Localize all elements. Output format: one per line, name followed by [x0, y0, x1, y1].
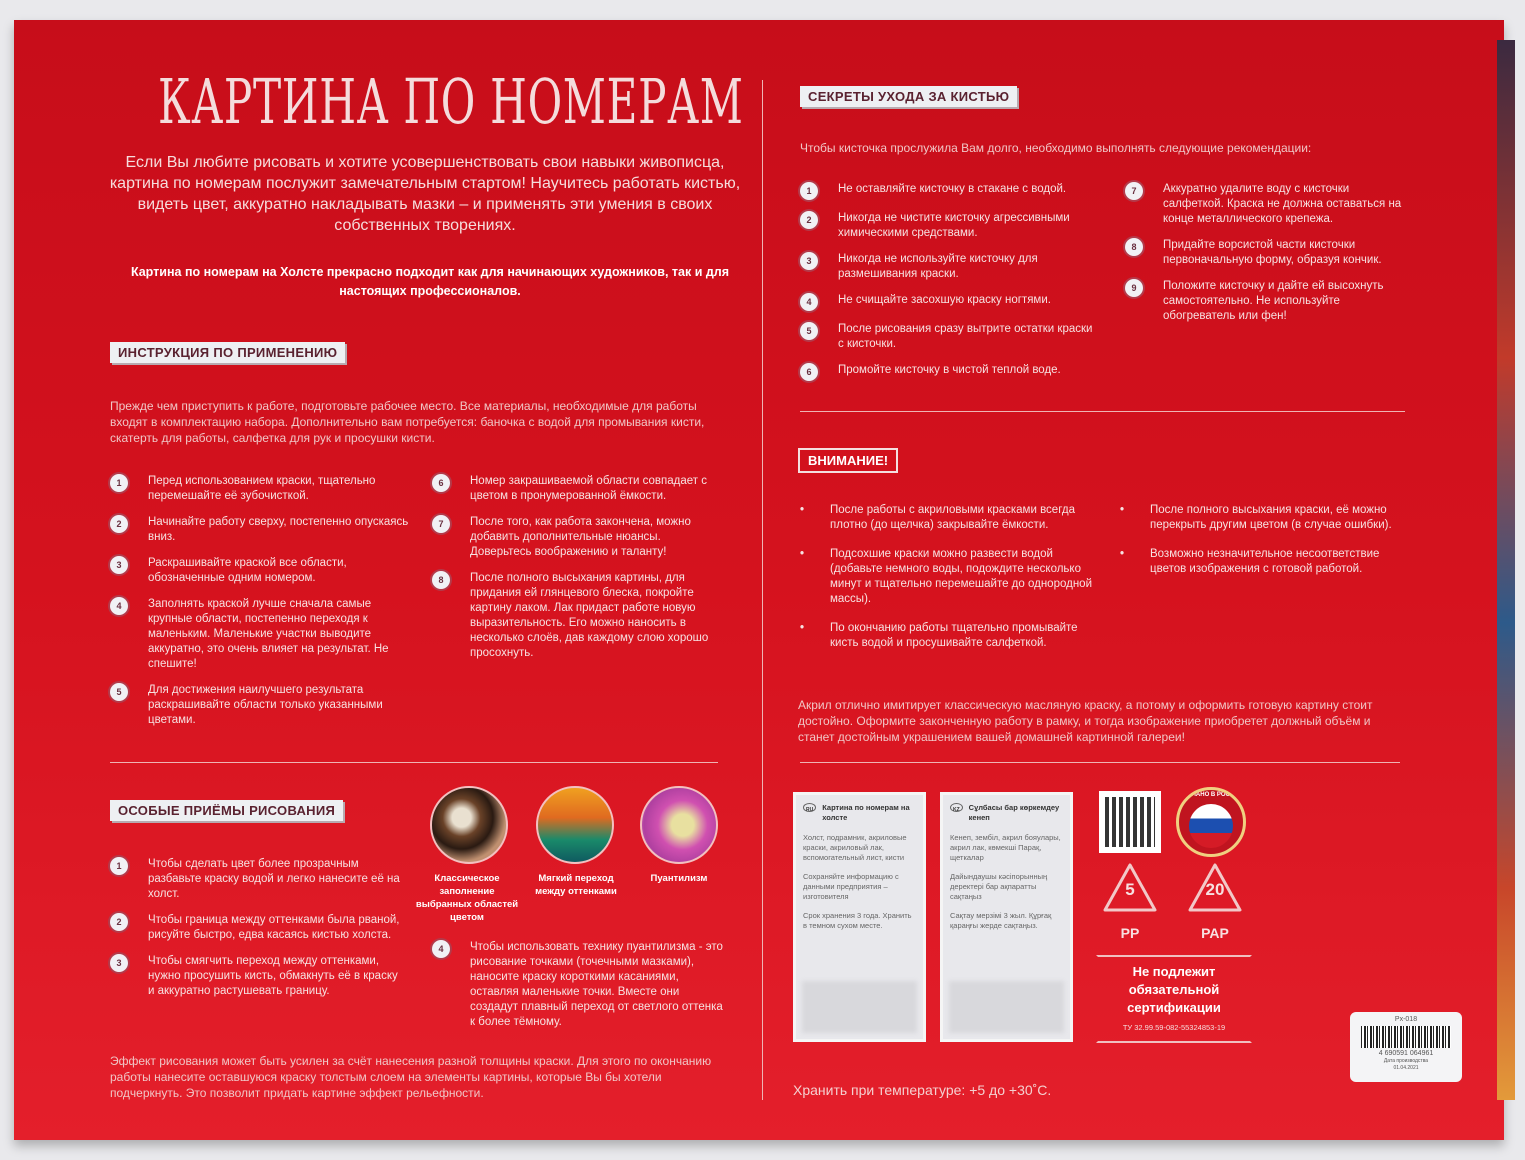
list-item	[800, 211, 1100, 241]
divider	[110, 762, 718, 763]
item-text: Чтобы смягчить переход между оттенками, нужно просушить кисть, обмакнуть её в краску и аккуратно растушевать границу.	[148, 955, 398, 997]
list-item	[432, 515, 722, 560]
item-text: Никогда не чистите кисточку агрессивными химическими средствами.	[838, 212, 1070, 239]
number-icon: 6	[432, 474, 450, 492]
recycle-number: 20	[1205, 880, 1225, 899]
item-text: Аккуратно удалите воду с кисточки салфеткой. Краска не должна оставаться на конце металлического крепежа.	[1163, 183, 1402, 225]
item-text: После полного высыхания краски, её можно перекрыть другим цветом (в случае ошибки).	[1150, 504, 1392, 531]
bullet-icon: •	[1120, 504, 1125, 516]
intro-text: Если Вы любите рисовать и хотите усовершенствовать свои навыки живописца, картина по номерам послужит замечательным стартом! Научитесь работать кистью, видеть цвет, аккуратно накладывать мазки – и применять эти умения в своих собственных творениях.	[109, 154, 741, 234]
brush-intro: Чтобы кисточка прослужила Вам долго, необходимо выполнять следующие рекомендации:	[800, 141, 1312, 155]
item-text: Чтобы граница между оттенками была рваной, рисуйте быстро, едва касаясь кистью холста.	[148, 914, 400, 941]
recycle-pp-icon	[1095, 860, 1165, 946]
list-item	[432, 940, 727, 1030]
list-item	[1125, 238, 1410, 268]
list-item	[1120, 503, 1405, 533]
list-item	[110, 597, 410, 672]
list-item	[1125, 279, 1410, 324]
brush-header: СЕКРЕТЫ УХОДА ЗА КИСТЬЮ	[800, 86, 1017, 107]
number-icon: 4	[432, 940, 450, 958]
item-text: Положите кисточку и дайте ей высохнуть самостоятельно. Не используйте обогреватель или фен!	[1163, 280, 1384, 322]
number-icon: 7	[432, 515, 450, 533]
divider	[800, 411, 1405, 412]
barcode-icon	[1361, 1026, 1451, 1048]
item-text: Не оставляйте кисточку в стакане с водой.	[838, 183, 1067, 195]
vertical-divider	[762, 80, 763, 1100]
blurred-area	[802, 981, 917, 1033]
divider	[800, 762, 1400, 763]
bullet-icon: •	[1120, 548, 1125, 560]
card-text: Срок хранения 3 года. Хранить в темном сухом месте.	[803, 911, 912, 930]
certification-block	[1096, 955, 1252, 1043]
list-item	[1120, 547, 1405, 577]
info-card-kz	[940, 792, 1073, 1042]
number-icon: 5	[110, 683, 128, 701]
techniques-list-2	[432, 940, 727, 1041]
intro-bold-text: Картина по номерам на Холсте прекрасно подходит как для начинающих художников, так и для настоящих профессионалов.	[130, 265, 730, 298]
card-text: Дайындаушы кәсіпорынның деректері бар ақпаратты сақтаңыз	[950, 872, 1048, 901]
item-text: Перед использованием краски, тщательно перемешайте её зубочисткой.	[148, 475, 376, 502]
soft-blend-image	[536, 786, 614, 864]
list-item	[110, 556, 410, 586]
number-icon: 5	[800, 322, 818, 340]
item-text: Чтобы сделать цвет более прозрачным разбавьте краску водой и легко нанесите её на холст.	[148, 858, 400, 900]
item-text: Номер закрашиваемой области совпадает с цветом в пронумерованной ёмкости.	[470, 475, 707, 502]
attention-header: ВНИМАНИЕ!	[798, 448, 898, 473]
lang-badge: KZ	[950, 803, 963, 812]
brush-list-1	[800, 182, 1100, 392]
techniques-header: ОСОБЫЕ ПРИЁМЫ РИСОВАНИЯ	[110, 800, 343, 821]
barcode-label	[1350, 1012, 1462, 1082]
number-icon: 8	[432, 571, 450, 589]
list-item	[800, 322, 1100, 352]
number-icon: 3	[110, 556, 128, 574]
item-text: Подсохшие краски можно развести водой (добавьте немного воды, подождите несколько минут и тщательно перемешайте до однородной массы).	[830, 548, 1092, 605]
list-item	[110, 857, 400, 902]
number-icon: 3	[110, 954, 128, 972]
badge-text: СДЕЛАНО В РОССИИ	[1179, 792, 1243, 798]
attention-list-2	[1120, 503, 1405, 591]
number-icon: 8	[1125, 238, 1143, 256]
list-item	[110, 913, 400, 943]
qr-code-icon	[1099, 791, 1161, 853]
item-text: Никогда не используйте кисточку для размешивания краски.	[838, 253, 1038, 280]
item-text: Для достижения наилучшего результата раскрашивайте области только указанными цветами.	[148, 684, 383, 726]
list-item	[110, 515, 410, 545]
brush-list-2	[1125, 182, 1410, 335]
recycle-code: PP	[1120, 925, 1140, 941]
number-icon: 4	[800, 293, 818, 311]
list-item	[800, 363, 1100, 381]
date: 01.04.2021	[1393, 1065, 1419, 1071]
card-title: Картина по номерам на холсте	[822, 803, 910, 822]
item-text: Придайте ворсистой части кисточки первоначальную форму, образуя кончик.	[1163, 239, 1382, 266]
card-text: Кенеп, зембіл, акрил бояулары, акрил лак, көмекші Парақ, щеткалар	[950, 833, 1061, 862]
bullet-icon: •	[800, 504, 805, 516]
techniques-list-1	[110, 857, 400, 1010]
card-title: Сұлбасы бар көркемдеу кенеп	[968, 803, 1060, 822]
page-title: КАРТИНА ПО НОМЕРАМ	[158, 65, 744, 138]
instruction-list-2	[432, 474, 722, 672]
list-item	[800, 621, 1100, 651]
item-text: После полного высыхания картины, для придания ей глянцевого блеска, покройте картину лаком. Лак придаст работе новую выразительность. Его можно наносить в несколько слоёв, дав каждому слою хорошо просохнуть.	[470, 572, 709, 659]
item-text: По окончанию работы тщательно промывайте кисть водой и просушивайте салфеткой.	[830, 622, 1078, 649]
certification-text: Не подлежит обязательной сертификации	[1127, 964, 1221, 1015]
list-item	[800, 293, 1100, 311]
list-item	[800, 547, 1100, 607]
storage-temperature: Хранить при температуре: +5 до +30˚С.	[793, 1082, 1052, 1098]
item-text: Чтобы использовать технику пуантилизма - это рисование точками (точечными мазками), наносите краску короткими касаниями, оставляя маленькие точки. Вместе они создадут плавный переход от светлого оттенка к более тёмному.	[470, 941, 723, 1028]
item-text: Промойте кисточку в чистой теплой воде.	[838, 364, 1061, 376]
number-icon: 2	[110, 515, 128, 533]
sku: Рх-018	[1394, 1016, 1418, 1023]
recycle-number: 5	[1125, 880, 1135, 899]
card-text: Сохраняйте информацию с данными предприятия – изготовителя	[803, 872, 899, 901]
bullet-icon: •	[800, 548, 805, 560]
list-item	[110, 954, 400, 999]
number-icon: 2	[110, 913, 128, 931]
item-text: Раскрашивайте краской все области, обозначенные одним номером.	[148, 557, 347, 584]
list-item	[110, 474, 410, 504]
classic-fill-image	[430, 786, 508, 864]
info-card-ru	[793, 792, 926, 1042]
list-item	[432, 474, 722, 504]
number-icon: 4	[110, 597, 128, 615]
list-item	[110, 683, 410, 728]
list-item	[1125, 182, 1410, 227]
number-icon: 1	[110, 857, 128, 875]
pointillism-image	[640, 786, 718, 864]
item-text: Заполнять краской лучше сначала самые крупные области, постепенно переходя к маленьким. Маленькие участки выводите аккуратно, это очень влияет на результат. Не спешите!	[148, 598, 389, 670]
caption-classic: Классическое заполнение выбранных областей цветом	[415, 873, 519, 923]
item-text: После рисования сразу вытрите остатки краски с кисточки.	[838, 323, 1093, 350]
recycle-code: PAP	[1201, 925, 1229, 941]
number-icon: 1	[800, 182, 818, 200]
list-item	[800, 252, 1100, 282]
tu-code: ТУ 32.99.59-082-55324853-19	[1122, 1023, 1226, 1032]
recycle-pap-icon	[1180, 860, 1250, 946]
techniques-footer: Эффект рисования может быть усилен за счёт нанесения разной толщины краски. Для этого по окончанию работы нанесите оставшуюся краску толстым слоем на элементы картины, которые Вы бы хотели подчеркнуть. Это позволит придать картине эффект рельефности.	[110, 1054, 712, 1100]
attention-footer: Акрил отлично имитирует классическую масляную краску, а потому и оформить готовую картину стоит достойно. Оформите законченную работу в рамку, и тогда изображение приобретет должный объём и станет достойным украшением вашей домашней картинной галереи!	[798, 698, 1373, 744]
caption-soft: Мягкий переход между оттенками	[535, 873, 617, 897]
number-icon: 6	[800, 363, 818, 381]
number-icon: 3	[800, 252, 818, 270]
instruction-text: Прежде чем приступить к работе, подготовьте рабочее место. Все материалы, необходимые для работы входят в комплектацию набора. Дополнительно вам потребуется: баночка с водой для промывания кисти, скатерть для работы, салфетка для рук и просушки кисти.	[110, 399, 705, 445]
date-label: Дата производства	[1383, 1058, 1429, 1064]
number-icon: 9	[1125, 279, 1143, 297]
card-text: Холст, подрамник, акриловые краски, акриловый лак, вспомогательный лист, кисти	[803, 833, 907, 862]
item-text: Не счищайте засохшую краску ногтями.	[838, 294, 1051, 306]
caption-pointillism: Пуантилизм	[650, 873, 708, 884]
blurred-area	[949, 981, 1064, 1033]
instruction-list-1	[110, 474, 410, 739]
made-in-russia-badge	[1176, 787, 1246, 857]
barcode-number: 4 690591 064961	[1378, 1050, 1434, 1057]
box-side-artwork	[1497, 40, 1515, 1100]
lang-badge: RU	[803, 803, 816, 812]
number-icon: 1	[110, 474, 128, 492]
item-text: Возможно незначительное несоответствие цветов изображения с готовой работой.	[1150, 548, 1380, 575]
list-item	[800, 503, 1100, 533]
instruction-header: ИНСТРУКЦИЯ ПО ПРИМЕНЕНИЮ	[110, 342, 345, 363]
item-text: Начинайте работу сверху, постепенно опускаясь вниз.	[148, 516, 409, 543]
number-icon: 7	[1125, 182, 1143, 200]
item-text: После работы с акриловыми красками всегда плотно (до щелчка) закрывайте ёмкости.	[830, 504, 1075, 531]
item-text: После того, как работа закончена, можно добавить дополнительные нюансы. Доверьтесь воображению и таланту!	[470, 516, 691, 558]
bullet-icon: •	[800, 622, 805, 634]
list-item	[800, 182, 1100, 200]
attention-list-1	[800, 503, 1100, 665]
number-icon: 2	[800, 211, 818, 229]
list-item	[432, 571, 722, 661]
card-text: Сақтау мерзімі 3 жыл. Құрғақ қараңғы жерде сақтаңыз.	[950, 911, 1052, 930]
